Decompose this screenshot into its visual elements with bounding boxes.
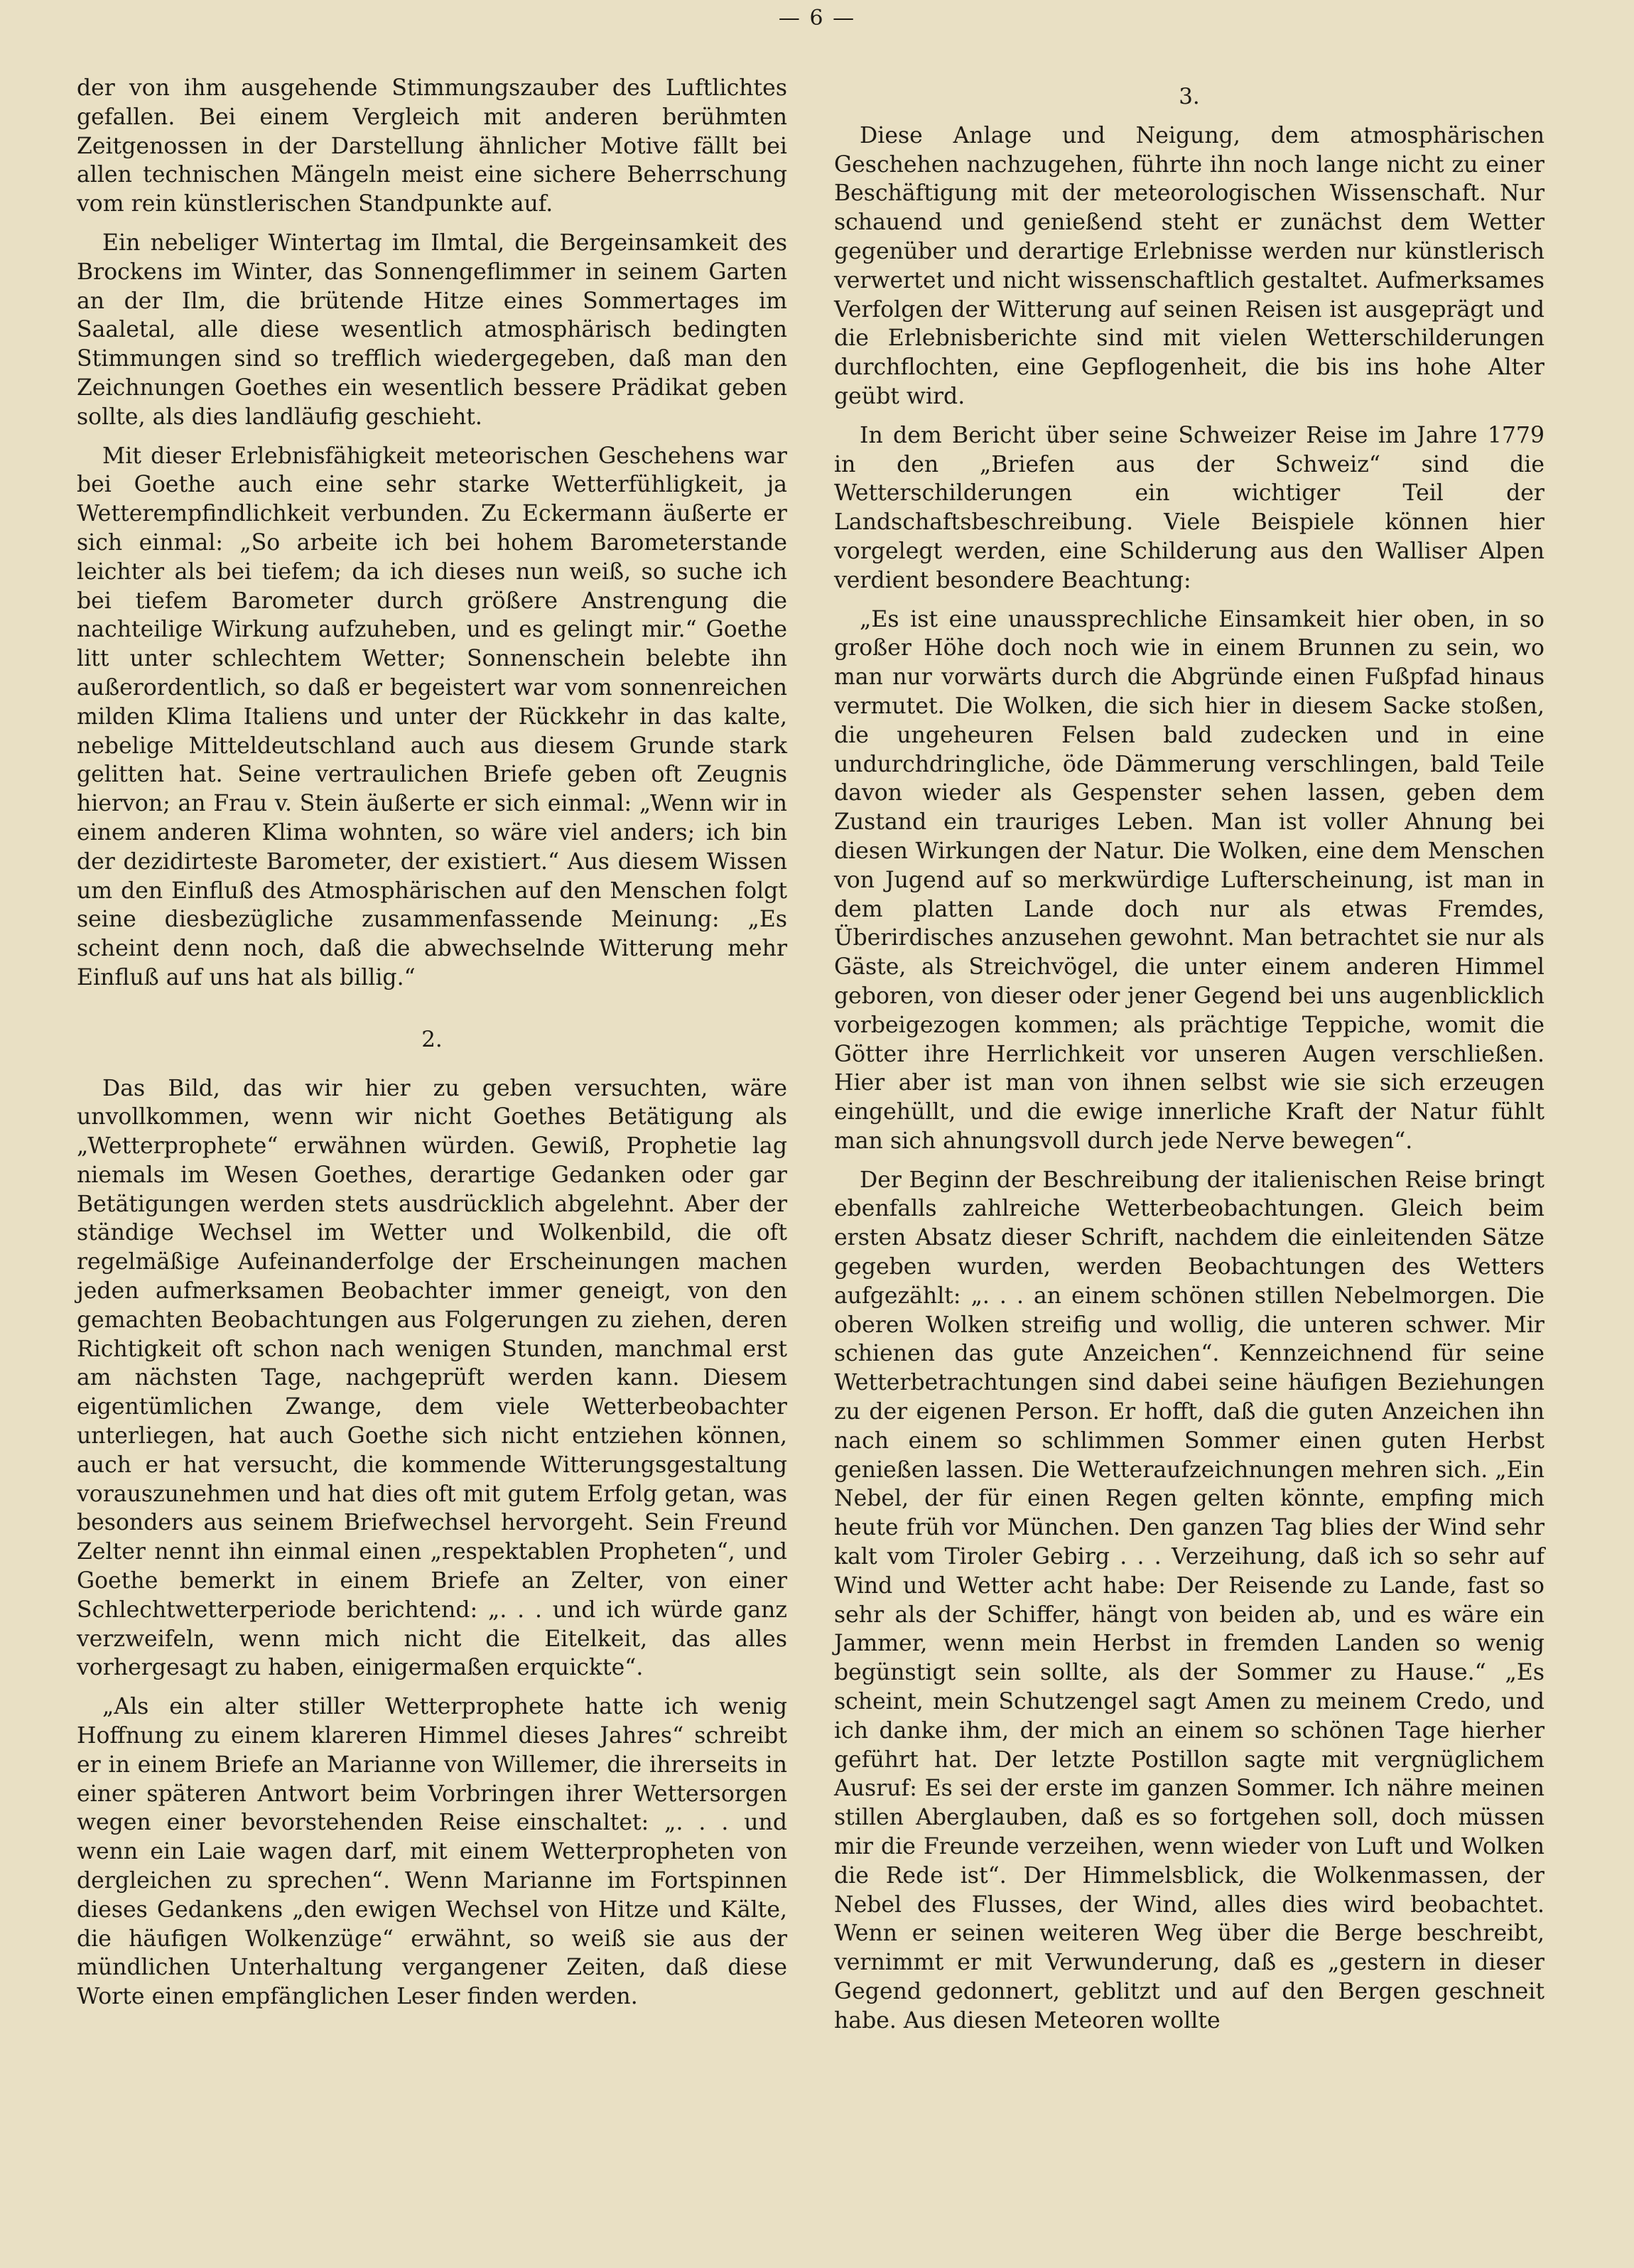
section-heading: 3. [1179, 84, 1200, 109]
left-column [77, 74, 787, 2021]
paragraph: Ein nebeliger Wintertag im Ilmtal, die Bergeinsamkeit des Brockens im Winter, das Sonnengeflimmer in seinem Garten an der Ilm, die brütende Hitze eines Sommertages im Saaletal, alle diese wesentlich atmosphärisch bedingten Stimmungen sind so trefflich wiedergegeben, daß man den Zeichnungen Goethes ein wesentlich bessere Prädikat geben sollte, als dies landläufig geschieht. [77, 230, 787, 430]
paragraph: „Es ist eine unaussprechliche Einsamkeit hier oben, in so großer Höhe doch noch wie in einem Brunnen zu sein, wo man nur vorwärts durch die Abgründe einen Fußpfad hinaus vermutet. Die Wolken, die sich hier in diesem Sacke stoßen, die ungeheuren Felsen bald zudecken und in eine undurchdringliche, öde Dämmerung verschlingen, bald Teile davon wieder als Gespenster sehen lassen, geben dem Zustand ein trauriges Leben. Man ist voller Ahnung bei diesen Wirkungen der Natur. Die Wolken, eine dem Menschen von Jugend auf so merkwürdige Lufterscheinung, ist man in dem platten Lande doch nur als etwas Fremdes, Überirdisches anzusehen gewohnt. Man betrachtet sie nur als Gäste, als Streichvögel, die unter einem anderen Himmel geboren, von dieser oder jener Gegend bei uns augenblicklich vorbeigezogen kommen; als prächtige Teppiche, womit die Götter ihre Herrlichkeit vor unseren Augen verschließen. Hier aber ist man von ihnen selbst wie sie sich erzeugen eingehüllt, und die ewige innerliche Kraft der Natur fühlt man sich ahnungsvoll durch jede Nerve bewegen“. [834, 606, 1544, 1154]
paragraph: Diese Anlage und Neigung, dem atmosphärischen Geschehen nachzugehen, führte ihn noch lange nicht zu einer Beschäftigung mit der meteorologischen Wissenschaft. Nur schauend und genießend steht er zunächst dem Wetter gegenüber und derartige Erlebnisse werden nur künstlerisch verwertet und nicht wissenschaftlich gestaltet. Aufmerksames Verfolgen der Witterung auf seinen Reisen ist ausgeprägt und die Erlebnisberichte sind mit vielen Wetterschilderungen durchflochten, eine Gepflogenheit, die bis ins hohe Alter geübt wird. [834, 122, 1544, 409]
paragraph: Mit dieser Erlebnisfähigkeit meteorischen Geschehens war bei Goethe auch eine sehr starke Wetterfühligkeit, ja Wetterempfindlichkeit verbunden. Zu Eckermann äußerte er sich einmal: „So arbeite ich bei hohem Barometerstande leichter als bei tiefem; da ich dieses nun weiß, so suche ich bei tiefem Barometer durch größere Anstrengung die nachteilige Wirkung aufzuheben, und es gelingt mir.“ Goethe litt unter schlechtem Wetter; Sonnenschein belebte ihn außerordentlich, so daß er begeistert war vom sonnenreichen milden Klima Italiens und unter der Rückkehr in das kalte, nebelige Mitteldeutschland auch aus diesem Grunde stark gelitten hat. Seine vertraulichen Briefe geben oft Zeugnis hiervon; an Frau v. Stein äußerte er sich einmal: „Wenn wir in einem anderen Klima wohnten, so wäre viel anders; ich bin der dezidirteste Barometer, der existiert.“ Aus diesem Wissen um den Einfluß des Atmosphärischen auf den Menschen folgt seine diesbezügliche zusammenfassende Meinung: „Es scheint denn noch, daß die abwechselnde Witterung mehr Einfluß auf uns hat als billig.“ [77, 443, 787, 990]
page-number: — 6 — [778, 6, 856, 31]
paragraph: Der Beginn der Beschreibung der italienischen Reise bringt ebenfalls zahlreiche Wetterbeobachtungen. Gleich beim ersten Absatz dieser Schrift, nachdem die einleitenden Sätze gegeben wurden, werden Beobachtungen des Wetters aufgezählt: „. . . an einem schönen stillen Nebelmorgen. Die oberen Wolken streifig und wollig, die unteren schwer. Mir schienen das gute Anzeichen“. Kennzeichnend für seine Wetterbetrachtungen sind dabei seine häufigen Beziehungen zu der eigenen Person. Er hofft, daß die guten Anzeichen ihn nach einem so schlimmen Sommer einen guten Herbst genießen lassen. Die Wetteraufzeichnungen mehren sich. „Ein Nebel, der für einen Regen gelten könnte, empfing mich heute früh vor München. Den ganzen Tag blies der Wind sehr kalt vom Tiroler Gebirg . . . Verzeihung, daß ich so sehr auf Wind und Wetter acht habe: Der Reisende zu Lande, fast so sehr als der Schiffer, hängt von beiden ab, und es wäre ein Jammer, wenn mein Herbst in fremden Landen so wenig begünstigt sein sollte, als der Sommer zu Hause.“ „Es scheint, mein Schutzengel sagt Amen zu meinem Credo, und ich danke ihm, der mich an einem so schönen Tage hierher geführt hat. Der letzte Postillon sagte mit vergnüglichem Ausruf: Es sei der erste im ganzen Sommer. Ich nähre meinen stillen Aberglauben, daß es so fortgehen soll, doch müssen mir die Freunde verzeihen, wenn wieder von Luft und Wolken die Rede ist“. Der Himmelsblick, die Wolkenmassen, der Nebel des Flusses, der Wind, alles dies wird beobachtet. Wenn er seinen weiteren Weg über die Berge beschreibt, vernimmt er mit Verwunderung, daß es „gestern in dieser Gegend gedonnert, geblitzt und auf den Bergen geschneit habe. Aus diesen Meteoren wollte [834, 1167, 1544, 2034]
right-column [834, 82, 1544, 2046]
paragraph: In dem Bericht über seine Schweizer Reise im Jahre 1779 in den „Briefen aus der Schweiz“ sind die Wetterschilderungen ein wichtiger Teil der Landschaftsbeschreibung. Viele Beispiele können hier vorgelegt werden, eine Schilderung aus den Walliser Alpen verdient besondere Beachtung: [834, 422, 1544, 593]
paragraph: „Als ein alter stiller Wetterprophete hatte ich wenig Hoffnung zu einem klareren Himmel dieses Jahres“ schreibt er in einem Briefe an Marianne von Willemer, die ihrerseits in einer späteren Antwort beim Vorbringen ihrer Wettersorgen wegen einer bevorstehenden Reise einschaltet: „. . . und wenn ein Laie wagen darf, mit einem Wetterpropheten von dergleichen zu sprechen“. Wenn Marianne im Fortspinnen dieses Gedankens „den ewigen Wechsel von Hitze und Kälte, die häufigen Wolkenzüge“ erwähnt, so weiß sie aus der mündlichen Unterhaltung vergangener Zeiten, daß diese Worte einen empfänglichen Leser finden werden. [77, 1694, 787, 2010]
paragraph: der von ihm ausgehende Stimmungszauber des Luftlichtes gefallen. Bei einem Vergleich mit anderen berühmten Zeitgenossen in der Darstellung ähnlicher Motive fällt bei allen technischen Mängeln meist eine sichere Beherrschung vom rein künstlerischen Standpunkte auf. [77, 75, 787, 217]
paragraph: Das Bild, das wir hier zu geben versuchten, wäre unvollkommen, wenn wir nicht Goethes Betätigung als „Wetterprophete“ erwähnen würden. Gewiß, Prophetie lag niemals im Wesen Goethes, derartige Gedanken oder gar Betätigungen werden stets ausdrücklich abgelehnt. Aber der ständige Wechsel im Wetter und Wolkenbild, die oft regelmäßige Aufeinanderfolge der Erscheinungen machen jeden aufmerksamen Beobachter immer geneigt, von den gemachten Beobachtungen aus Folgerungen zu ziehen, deren Richtigkeit oft schon nach wenigen Stunden, manchmal erst am nächsten Tage, nachgeprüft werden kann. Diesem eigentümlichen Zwange, dem viele Wetterbeobachter unterliegen, hat auch Goethe sich nicht entziehen können, auch er hat versucht, die kommende Witterungsgestaltung vorauszunehmen und hat dies oft mit gutem Erfolg getan, was besonders aus seinem Briefwechsel hervorgeht. Sein Freund Zelter nennt ihn einmal einen „respektablen Propheten“, und Goethe bemerkt in einem Briefe an Zelter, von einer Schlechtwetterperiode berichtend: „. . . und ich würde ganz verzweifeln, wenn mich nicht die Eitelkeit, das alles vorhergesagt zu haben, einigermaßen erquickte“. [77, 1075, 787, 1681]
section-heading: 2. [421, 1026, 443, 1052]
